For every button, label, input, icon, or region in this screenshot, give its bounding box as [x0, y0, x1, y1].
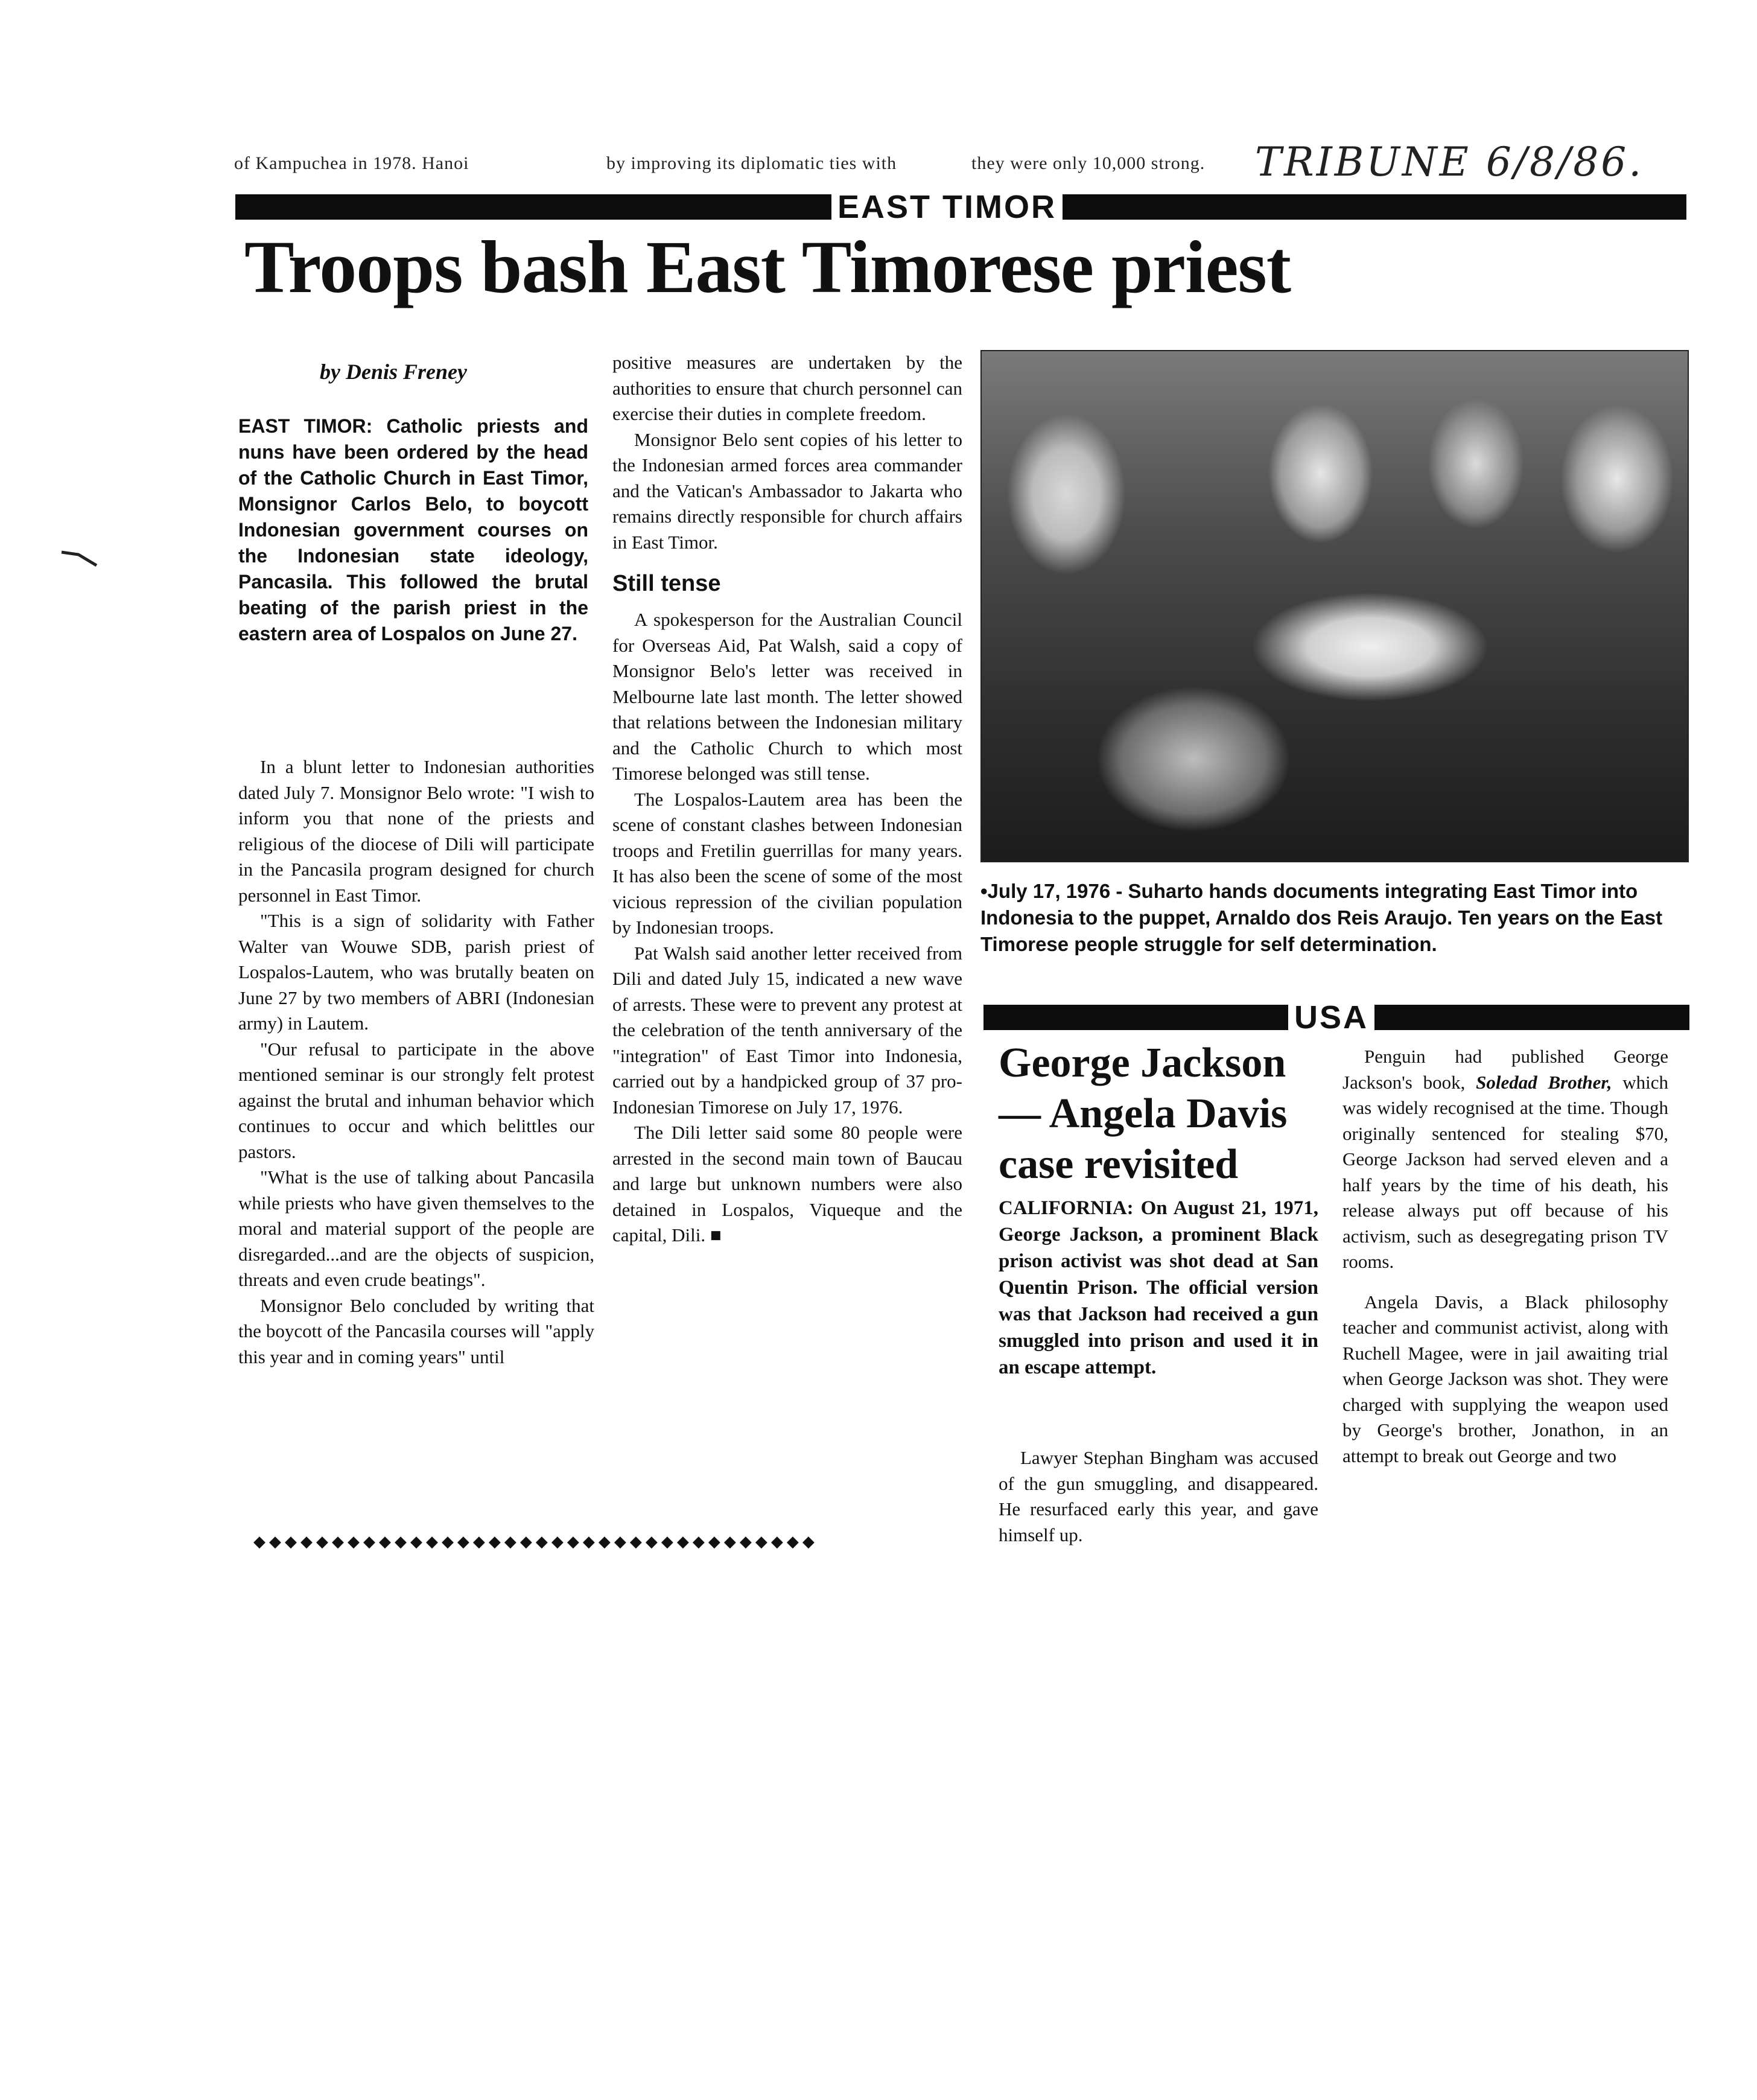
col2-paragraph — [612, 1120, 962, 1249]
top-fragment-col2: by improving its diplomatic ties with — [606, 153, 897, 173]
photo-caption: •July 17, 1976 - Suharto hands documents integrating East Timor into Indonesia to the puppet, Arnaldo dos Reis Araujo. Ten years on the East Timorese people struggle for self determination. — [980, 880, 1663, 955]
col2-paragraph: Pat Walsh said another letter received from Dili and dated July 15, indicated a new wave of arrests. These were to prevent any protest at the celebration of the tenth anniversary of the "integration" of East Timor into Indonesia, carried out by a handpicked group of 37 pro-Indonesian Timorese on July 17, 1976. — [612, 942, 962, 1118]
news-photo — [980, 350, 1689, 862]
end-mark: ■ — [710, 1224, 722, 1246]
byline: by Denis Freney — [320, 360, 467, 384]
usa-headline-line: — Angela Davis — [999, 1090, 1288, 1137]
usa-headline-line: George Jackson — [999, 1040, 1286, 1086]
usa-col1 — [999, 1445, 1318, 1548]
usa-headline — [999, 1038, 1336, 1190]
usa-col1-paragraph: Lawyer Stephan Bingham was accused of the gun smuggling, and disappeared. He resurfaced early this year, and gave himself up. — [999, 1447, 1318, 1545]
top-fragment-col1: of Kampuchea in 1978. Hanoi — [234, 153, 469, 173]
top-fragment-col3: they were only 10,000 strong. — [971, 153, 1206, 173]
handwritten-note: TRIBUNE 6/8/86. — [1255, 139, 1644, 185]
headline-east-timor: Troops bash East Timorese priest — [244, 226, 1291, 308]
section-label-usa: USA — [1288, 1001, 1374, 1034]
usa-col2-paragraph: Angela Davis, a Black philosophy teacher and communist activist, along with Ruchell Magee, were in jail awaiting trial when George Jackson was shot. They were charged with supplying the weapon used by George's brother, Jonathon, in an attempt to break out George and two — [1342, 1291, 1668, 1466]
col1-paragraph: "What is the use of talking about Pancasila while priests who have given themselves to the moral and material support of the people are disregarded...and are the objects of suspicion, threats and even crude beatings". — [238, 1166, 594, 1290]
col2-paragraph: The Lospalos-Lautem area has been the scene of constant clashes between Indonesian troops and Fretilin guerrillas for many years. It has also been the scene of some of the most vicious repression of the civilian population by Indonesian troops. — [612, 788, 962, 938]
usa-col2-paragraph — [1342, 1044, 1668, 1275]
usa-col2-text: which was widely recognised at the time. Though originally sentenced for stealing $70, George Jackson had served eleven and a half years by the time of his death, his release always put off because of his activism, such as desegregating prison TV rooms. — [1342, 1071, 1669, 1272]
col1-paragraph: "This is a sign of solidarity with Father Walter van Wouwe SDB, parish priest of Lospalos-Lautem, who was brutally beaten on June 27 by two members of ABRI (Indonesian army) in Lautem. — [238, 910, 594, 1034]
diamond-rule: ◆◆◆◆◆◆◆◆◆◆◆◆◆◆◆◆◆◆◆◆◆◆◆◆◆◆◆◆◆◆◆◆◆◆◆◆ — [253, 1533, 818, 1550]
col2-last-paragraph: The Dili letter said some 80 people were arrested in the second main town of Baucau and large but unknown numbers were also detained in Lospalos, Viqueque and the capital, Dili. — [612, 1122, 962, 1246]
usa-col2-text: Penguin had published George Jackson's book, — [1342, 1046, 1668, 1093]
subhead-still-tense: Still tense — [612, 571, 721, 596]
col2-paragraph: positive measures are undertaken by the authorities to ensure that church personnel can exercise their duties in complete freedom. — [612, 352, 962, 424]
east-timor-lede: EAST TIMOR: Catholic priests and nuns have been ordered by the head of the Catholic Church in East Timor, Monsignor Carlos Belo, to boycott Indonesian government courses on the Indonesian state ideology, Pancasila. This followed the brutal beating of the parish priest in the eastern area of Lospalos on June 27. — [238, 415, 588, 644]
usa-col2 — [1342, 1044, 1668, 1469]
col2-paragraph: Monsignor Belo sent copies of his letter to the Indonesian armed forces area commander and the Vatican's Ambassador to Jakarta who remains directly responsible for church affairs in East Timor. — [612, 428, 962, 553]
col2-paragraph: A spokesperson for the Australian Council for Overseas Aid, Pat Walsh, said a copy of Monsignor Belo's letter was received in Melbourne late last month. The letter showed that relations between the Indonesian military and the Catholic Church to which most Timorese belonged was still tense. — [612, 609, 962, 784]
east-timor-col1 — [238, 754, 594, 1370]
usa-headline-line: case revisited — [999, 1141, 1239, 1188]
arrow-mark-icon — [60, 546, 103, 570]
col1-paragraph: In a blunt letter to Indonesian authorities dated July 7. Monsignor Belo wrote: "I wish to inform you that none of the priests and religious of the diocese of Dili will participate in the Pancasila program designed for church personnel in East Timor. — [238, 756, 594, 906]
usa-lede: CALIFORNIA: On August 21, 1971, George Jackson, a prominent Black prison activist was shot dead at San Quentin Prison. The official version was that Jackson had received a gun smuggled into prison and used it in an escape attempt. — [999, 1197, 1318, 1378]
east-timor-col2 — [612, 350, 962, 1249]
book-title: Soledad Brother, — [1476, 1071, 1612, 1093]
section-label-east-timor: EAST TIMOR — [831, 191, 1063, 223]
scan-mark — [60, 546, 103, 576]
col1-paragraph: Monsignor Belo concluded by writing that the boycott of the Pancasila courses will "apply this year and in coming years" until — [238, 1294, 594, 1367]
col1-paragraph: "Our refusal to participate in the above mentioned seminar is our strongly felt protest against the brutal and inhuman behavior which continues to occur and which belittles our pastors. — [238, 1038, 594, 1162]
